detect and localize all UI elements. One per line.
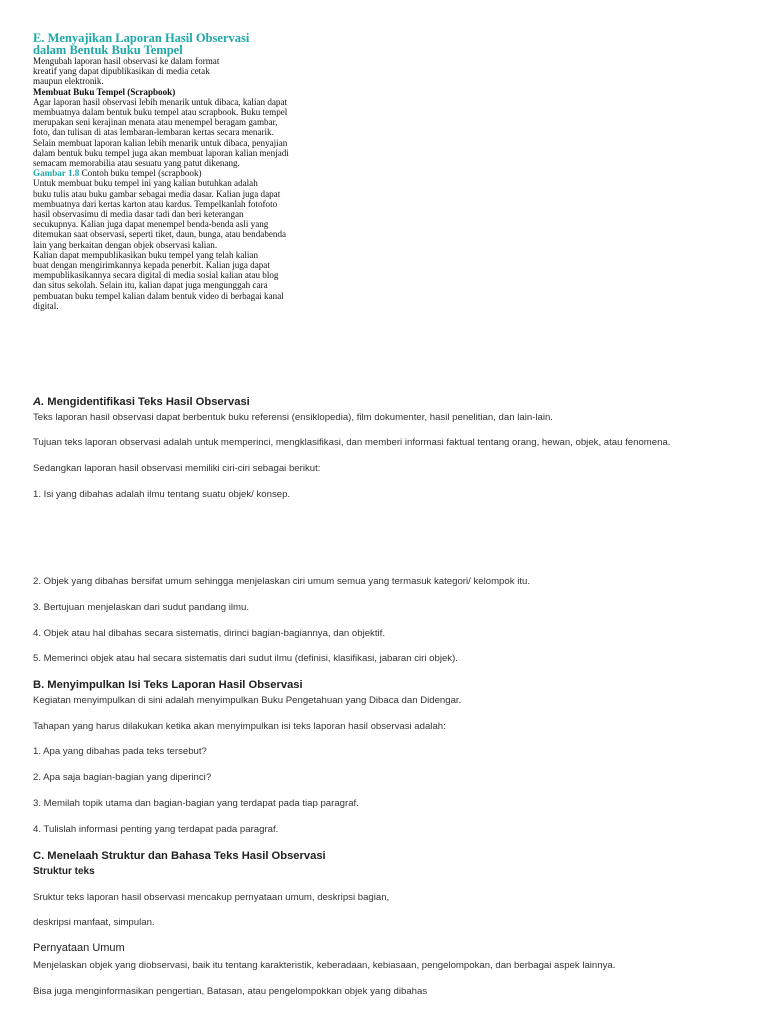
text-line: ditemukan saat observasi, seperti tiket, daun, bunga, atau bendabenda [33,229,287,240]
section-a-paragraph-1: Teks laporan hasil observasi dapat berbentuk buku referensi (ensiklopedia), film dokumenter, hasil penelitian, dan lain-lain. [33,412,553,423]
list-item: 2. Objek yang dibahas bersifat umum sehingga menjelaskan ciri umum semua yang termasuk kategori/ kelompok itu. [33,576,530,587]
text-line: Mengubah laporan hasil observasi ke dalam format [33,56,220,66]
text-line: pembuatan buku tempel kalian dalam bentuk video di berbagai kanal [33,290,284,301]
section-a-paragraph-3: Sedangkan laporan hasil observasi memiliki ciri-ciri sebagai berikut: [33,463,321,474]
text-line: dan situs sekolah. Selain itu, kalian dapat juga mengunggah cara [33,280,268,291]
text-line: membuatnya dalam bentuk buku tempel atau scrapbook. Buku tempel [33,107,288,118]
section-a-title: Mengidentifikasi Teks Hasil Observasi [44,396,250,408]
scrapbook-section [33,32,323,311]
list-item: 3. Memilah topik utama dan bagian-bagian yang terdapat pada tiap paragraf. [33,798,359,809]
section-a-paragraph-2: Tujuan teks laporan observasi adalah untuk memperinci, mengklasifikasi, dan memberi informasi faktual tentang orang, hewan, objek, atau fenomena. [33,437,671,448]
list-item: 3. Bertujuan menjelaskan dari sudut pandang ilmu. [33,602,249,613]
text-line: hasil observasimu di media dasar tadi dan beri keterangan [33,209,244,220]
section-c-heading: C. Menelaah Struktur dan Bahasa Teks Hasil Observasi [33,850,326,862]
scrapbook-paragraph-1 [33,97,323,168]
list-item: 4. Objek atau hal dibahas secara sistematis, dirinci bagian-bagiannya, dan objektif. [33,628,385,639]
section-c-paragraph-4: Bisa juga menginformasikan pengertian, Batasan, atau pengelompokkan objek yang dibahas [33,986,428,997]
text-line: foto, dan tulisan di atas lembaran-lembaran kertas secara menarik. [33,127,274,138]
list-item: 2. Apa saja bagian-bagian yang diperinci? [33,772,212,783]
intro-paragraph [33,56,323,87]
scrapbook-paragraph-2 [33,178,323,311]
section-a-heading [33,395,250,409]
text-line: Selain membuat laporan kalian lebih menarik untuk dibaca, penyajian [33,137,288,148]
section-c-paragraph-2: deskripsi manfaat, simpulan. [33,917,155,928]
text-line: digital. [33,300,59,311]
text-line: Untuk membuat buku tempel ini yang kalian butuhkan adalah [33,178,258,189]
text-line: kreatif yang dapat dipublikasikan di media cetak [33,66,210,77]
figure-caption [33,168,323,178]
section-e-title-line: E. Menyajikan Laporan Hasil Observasi [33,31,250,45]
section-c-paragraph-1: Sruktur teks laporan hasil observasi mencakup pernyataan umum, deskripsi bagian, [33,892,390,903]
text-line: mempublikasikannya secara digital di media sosial kalian atau blog [33,270,279,281]
list-item: 1. Apa yang dibahas pada teks tersebut? [33,746,207,757]
text-line: buku tulis atau buku gambar sebagai media dasar. Kalian juga dapat [33,188,281,199]
section-e-title-line: dalam Bentuk Buku Tempel [33,43,183,57]
section-a-letter: A. [33,396,45,408]
text-line: Agar laporan hasil observasi lebih menarik untuk dibaca, kalian dapat [33,96,288,107]
text-line: merupakan seni kerajinan menata atau menempel beragam gambar, [33,117,278,128]
text-line: membuatnya dari kertas karton atau kardus. Tempelkanlah fotofoto [33,198,278,209]
list-item: 5. Memerinci objek atau hal secara sistematis dari sudut ilmu (definisi, klasifikasi, jabaran ciri objek). [33,653,458,664]
section-c-subheading: Struktur teks [33,866,95,877]
list-item: 4. Tulislah informasi penting yang terdapat pada paragraf. [33,824,279,835]
section-b-heading: B. Menyimpulkan Isi Teks Laporan Hasil Observasi [33,679,303,691]
figure-label: Gambar 1.8 [33,168,80,179]
section-b-paragraph-1: Kegiatan menyimpulkan di sini adalah menyimpulkan Buku Pengetahuan yang Dibaca dan Didengar. [33,695,462,706]
pernyataan-umum-heading: Pernyataan Umum [33,942,125,954]
text-line: dalam bentuk buku tempel juga akan membuat laporan kalian menjadi [33,147,289,158]
text-line: semacam memorabilia atau sesuatu yang patut dikenang. [33,158,240,169]
scrapbook-subheading: Membuat Buku Tempel (Scrapbook) [33,86,176,97]
section-e-title [33,32,323,56]
text-line: lain yang berkaitan dengan objek observasi kalian. [33,239,218,250]
list-item: 1. Isi yang dibahas adalah ilmu tentang suatu objek/ konsep. [33,489,291,500]
text-line: secukupnya. Kalian juga dapat menempel benda-benda asli yang [33,219,269,230]
section-c-paragraph-3: Menjelaskan objek yang diobservasi, baik itu tentang karakteristik, keberadaan, kebiasaan, pengelompokan, dan berbagai aspek lainnya. [33,960,616,971]
figure-caption-text: Contoh buku tempel (scrapbook) [79,168,202,179]
text-line: maupun elektronik. [33,76,104,87]
section-b-paragraph-2: Tahapan yang harus dilakukan ketika akan menyimpulkan isi teks laporan hasil observasi adalah: [33,721,446,732]
text-line: Kalian dapat mempublikasikan buku tempel yang telah kalian [33,249,259,260]
text-line: buat dengan mengirimkannya kepada penerbit. Kalian juga dapat [33,260,270,271]
